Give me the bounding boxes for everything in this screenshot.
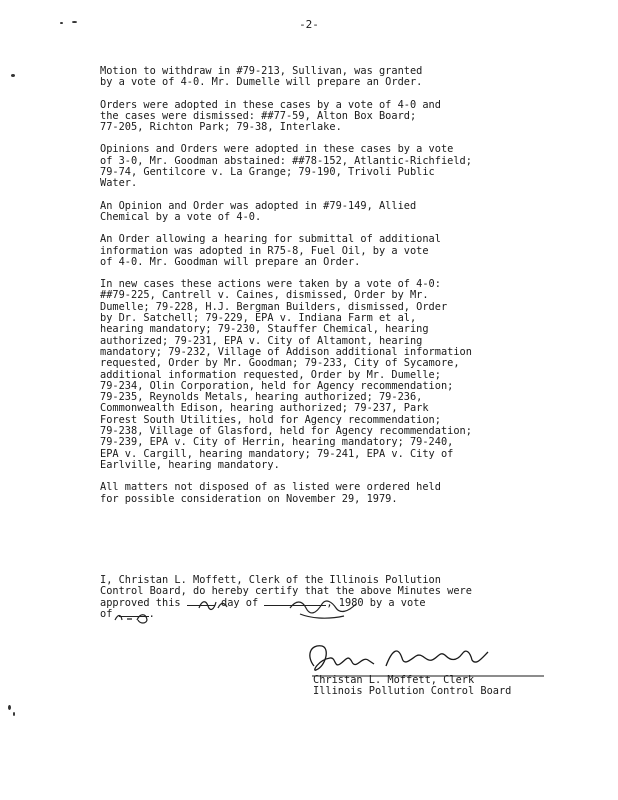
cert-line-1: I, Christan L. Moffett, Clerk of the Illinois Pollution [100, 574, 441, 586]
scan-speck [11, 74, 15, 77]
signature-block [313, 675, 511, 698]
scan-speck [8, 705, 11, 710]
page-number: -2- [299, 18, 319, 31]
scan-speck [13, 712, 15, 716]
cert-line-2: Control Board, do hereby certify that the above Minutes were [100, 585, 472, 598]
cert-line-3-b: day of [214, 596, 265, 609]
paragraph-matters-held: All matters not disposed of as listed were ordered held for possible consideration on November 29, 1979. [100, 481, 441, 505]
paragraph-allied-chemical: An Opinion and Order was adopted in #79-149, Allied Chemical by a vote of 4-0. [100, 199, 417, 223]
paragraph-motion-withdraw: Motion to withdraw in #79-213, Sullivan, was granted by a vote of 4-0. Mr. Dumelle will prepare an Order. [100, 65, 423, 89]
handwritten-vote-scribble [112, 607, 156, 626]
paragraph-orders-dismissed: Orders were adopted in these cases by a vote of 4-0 and the cases were dismissed: ##77-59, Alton Box Board; 77-205, Richton Park; 79-38, Interlake. [100, 98, 441, 134]
paragraph-opinions-orders: Opinions and Orders were adopted in these cases by a vote of 3-0, Mr. Goodman abstained: ##78-152, Atlantic-Richfield; 79-74, Gentilcore v. La Grange; 79-190, Trivoli Public Water. [100, 143, 472, 190]
paragraph-hearing-order: An Order allowing a hearing for submittal of additional information was adopted in R75-8, Fuel Oil, by a vote of 4-0. Mr. Goodman will prepare an Order. [100, 233, 441, 268]
cert-line-3-a: approved this [100, 596, 187, 609]
cert-line-4-a: of [100, 607, 119, 620]
paragraph-new-cases: In new cases these actions were taken by a vote of 4-0: ##79-225, Cantrell v. Caines, dismissed, Order by Mr. Dumelle; 79-228, H.J. Bergman Builders, dismissed, Order by Dr. Satchell; 79-229, EPA v. Indiana Farm et al, hearing mandatory; 79-230, Stauffer Chemical, hearing authorized; 79-231, EPA v. City of Altamont, hearing mandatory; 79-232, Village of Addison additional information requested, Order by Mr. Goodman; 79-233, City of Sycamore, additional information requested, Order by Mr. Dumelle; 79-234, Olin Corporation, held for Agency recommendation; 79-235, Reynolds Metals, hearing authorized; 79-236, Commonwealth Edison, hearing authorized; 79-237, Park Forest South Utilities, hold for Agency recommendation; 79-238, Village of Glasford, held for Agency recommendation; 79-239, EPA v. City of Herrin, hearing mandatory; 79-240, EPA v. Cargill, hearing mandatory; 79-241, EPA v. City of Earlville, hearing mandatory. [100, 278, 472, 471]
handwritten-month-scribble [286, 594, 364, 622]
minutes-body [100, 66, 550, 516]
handwritten-day-scribble [196, 596, 232, 614]
cert-line-3-c: , 1980 by a vote [326, 596, 426, 609]
clerk-title: Illinois Pollution Control Board [313, 685, 512, 698]
cert-line-4-b: . [148, 607, 155, 620]
clerk-name: Christan L. Moffett, Clerk [313, 674, 475, 686]
